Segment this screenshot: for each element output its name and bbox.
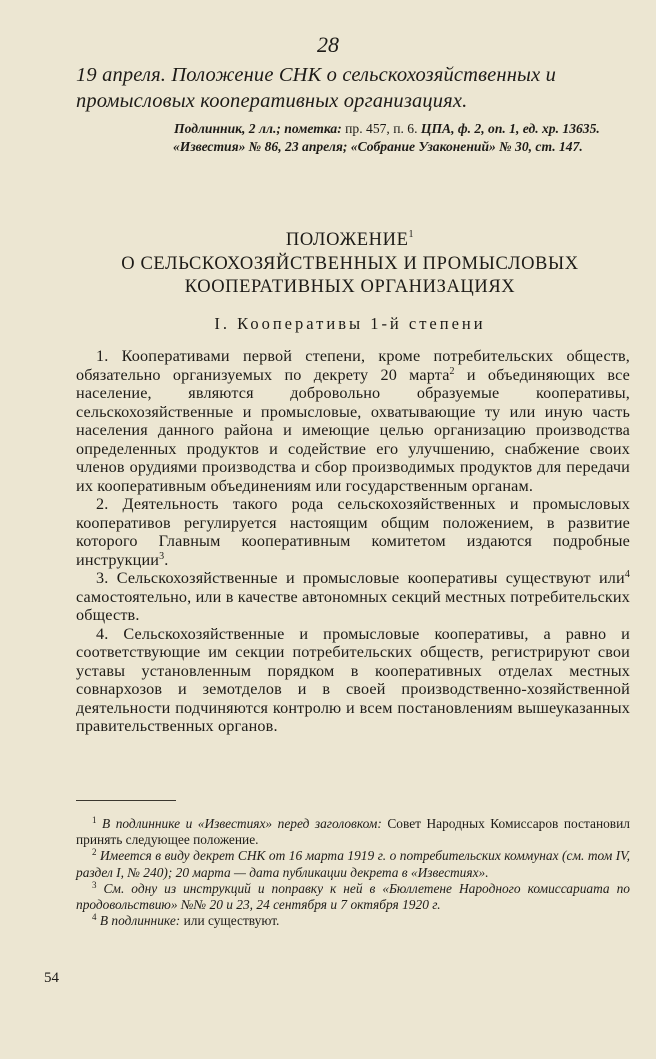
footnote-2-mark: 2 — [92, 847, 97, 858]
footnote-4-text: или существуют. — [183, 913, 280, 929]
source-publication-line — [76, 138, 632, 156]
footnotes — [76, 816, 630, 929]
paragraph-2 — [76, 495, 630, 569]
footnote-ref-3: 3 — [159, 550, 165, 562]
footnote-1-text: Совет Народных Комиссаров постановил принять следующее положение. — [76, 816, 630, 848]
heading-line-3: КООПЕРАТИВНЫХ ОРГАНИЗАЦИЯХ — [184, 277, 516, 297]
footnote-3-mark: 3 — [92, 879, 97, 890]
source-publication: «Известия» № 86, 23 апреля; «Собрание Узаконений» № 30, ст. 147. — [173, 138, 583, 154]
heading-line-2: О СЕЛЬСКОХОЗЯЙСТВЕННЫХ И ПРОМЫСЛОВЫХ — [121, 253, 579, 274]
footnote-1-mark: 1 — [92, 815, 97, 825]
source-reference — [76, 120, 632, 155]
paragraph-2-text-a: 2. Деятельность такого рода сельскохозяйственных и промысловых кооперативов регулируется настоящим общим положением, в развитие которого Главным кооперативным комитетом издаются подробные инструкции — [76, 495, 630, 569]
footnote-ref-2: 2 — [449, 365, 455, 377]
footnote-divider — [76, 800, 176, 801]
section-title: I. Кооперативы 1-й степени — [214, 314, 486, 333]
paragraph-3-text-a: 3. Сельскохозяйственные и промысловые кооперативы существуют или — [96, 569, 625, 587]
source-mark: пр. 457, п. 6. — [345, 121, 418, 136]
footnote-1-italic: В подлиннике и «Известиях» перед заголовком: — [102, 816, 382, 831]
heading-footnote-mark: 1 — [408, 229, 415, 240]
paragraph-4: 4. Сельскохозяйственные и промысловые кооперативы, а равно и соответствующие им секции потребительских обществ, регистрируют свои уставы установленным порядком в кооперативных отделах местных совнархозов и земотделов и в своей производственно-хозяйственной деятельности подчиняются контролю и всем постановлениям вышеуказанных правительственных органов. — [76, 624, 630, 735]
footnote-4-italic: В подлиннике: — [99, 913, 181, 929]
footnote-ref-4: 4 — [624, 569, 630, 580]
paragraph-3 — [76, 569, 630, 625]
footnote-4-mark: 4 — [92, 912, 97, 923]
footnote-2-text: Имеется в виду декрет СНК от 16 марта 1919 г. о потребительских коммунах (см. том IV, раздел I, № 240); 20 марта — дата публикации декрета в «Известиях». — [76, 848, 630, 880]
document-number: 28 — [317, 32, 339, 57]
paragraph-1-text-b: и объединяющих все население, являются добровольно образуемые кооперативы, сельскохозяйственные и промысловые, охватывающие ту или иную часть населения данного района и имеющие целью организацию производства определенных продуктов и содействие его улучшению, снабжение своих членов орудиями производства и сбор производимых продуктов для передачи их кооперативным объединениям или государственным органам. — [76, 365, 630, 495]
footnote-4 — [76, 913, 630, 929]
regulation-heading — [60, 223, 640, 300]
page-number: 54 — [44, 970, 59, 986]
footnote-3-text: См. одну из инструкций и поправку к ней в «Бюллетене Народного комиссариата по продовольствию» №№ 20 и 23, 24 сентября и 7 октября 1920 г. — [76, 880, 630, 913]
paragraph-1 — [76, 347, 630, 495]
source-archive-line — [76, 120, 632, 138]
heading-word: ПОЛОЖЕНИЕ — [285, 230, 409, 250]
paragraph-2-text-b: . — [164, 550, 169, 569]
paragraph-3-text-b: самостоятельно, или в качестве автономных секций местных потребительских обществ. — [76, 587, 630, 624]
body-text — [76, 347, 630, 736]
footnote-3 — [76, 881, 630, 913]
source-lead: Подлинник, 2 лл.; пометка: — [174, 121, 342, 136]
document-title: 19 апреля. Положение СНК о сельскохозяйственных и промысловых кооперативных организациях. — [76, 64, 557, 112]
paragraph-1-text-a: 1. Кооперативами первой степени, кроме потребительских обществ, обязательно организуемых по декрету 20 марта — [76, 347, 630, 384]
source-archive: ЦПА, ф. 2, оп. 1, ед. хр. 13635. — [420, 121, 600, 136]
heading-line-1 — [60, 223, 640, 253]
footnote-2 — [76, 848, 630, 880]
footnote-1 — [76, 816, 630, 848]
